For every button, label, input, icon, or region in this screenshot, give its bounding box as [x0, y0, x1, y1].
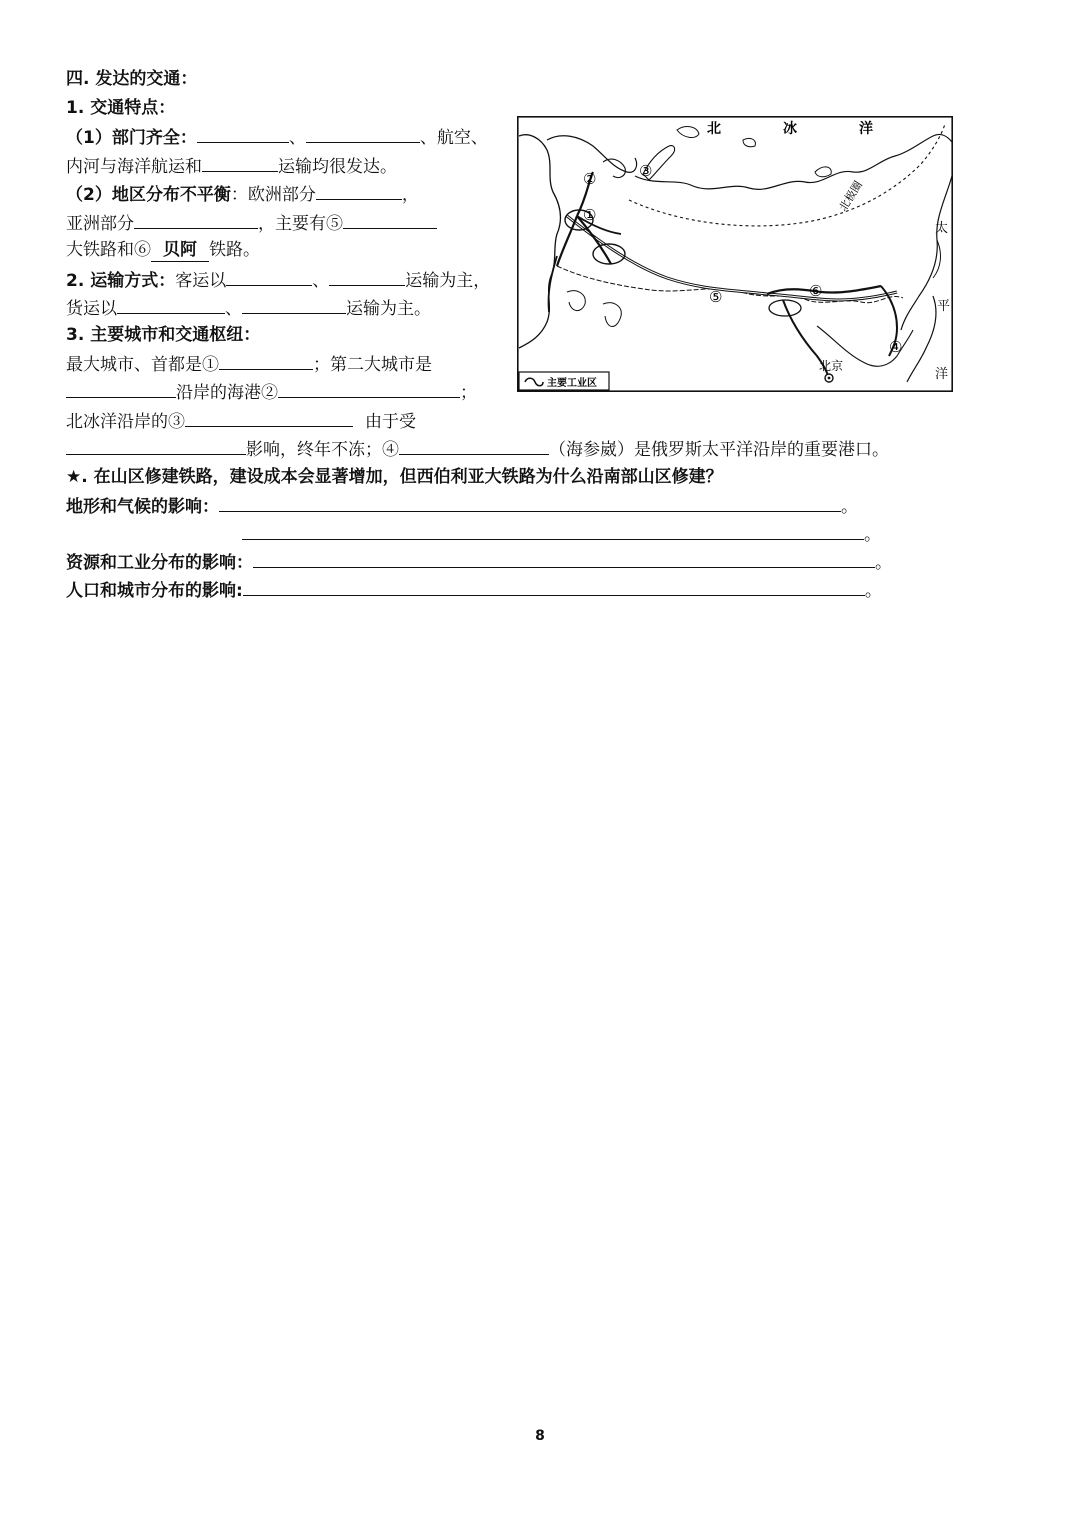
- map-legend-label: 主要工业区: [547, 378, 597, 389]
- question-3-line: [66, 578, 882, 602]
- item-1-line: [66, 125, 488, 149]
- question-1-label: 地形和气候的影响：: [66, 497, 219, 517]
- answer-blank[interactable]: [226, 268, 312, 286]
- text: 。: [841, 497, 858, 517]
- page-number: 8: [535, 1428, 545, 1444]
- subsection-2-title: 2. 运输方式：: [66, 271, 176, 291]
- text: ，主要有⑤: [258, 214, 343, 234]
- answer-blank[interactable]: [219, 494, 841, 512]
- text: 客运以: [175, 271, 227, 291]
- text: ；第二大城市是: [313, 355, 432, 375]
- section-title: 四. 发达的交通：: [66, 69, 198, 89]
- map-pacific-label: 平: [937, 299, 951, 314]
- item-2-line-3: [66, 239, 260, 262]
- text: 影响，终年不冻；④: [246, 440, 399, 460]
- text: 由于受: [365, 412, 416, 432]
- text: 运输为主，: [405, 271, 491, 291]
- map-arctic-circle-label: 北极圈: [836, 178, 866, 214]
- answer-blank[interactable]: [242, 296, 346, 314]
- separator: 、: [288, 128, 306, 148]
- separator: 、: [312, 271, 330, 291]
- text: 铁路。: [209, 240, 260, 260]
- answer-blank[interactable]: [197, 125, 289, 143]
- answer-blank[interactable]: [219, 352, 313, 370]
- marker-3: ③: [639, 162, 653, 180]
- answer-blank[interactable]: [243, 578, 865, 596]
- answer-blank[interactable]: [202, 154, 278, 172]
- question-2-label: 资源和工业分布的影响：: [66, 553, 253, 573]
- text: （海参崴）是俄罗斯太平洋沿岸的重要港口。: [549, 440, 889, 460]
- question-title: ★. 在山区修建铁路，建设成本会显著增加，但西伯利亚大铁路为什么沿南部山区修建？: [66, 467, 723, 487]
- item-1-line-2: [66, 154, 397, 178]
- text: 。: [875, 553, 892, 573]
- text: 。: [864, 525, 881, 545]
- text: 内河与海洋航运和: [66, 157, 202, 177]
- marker-1: ①: [583, 206, 597, 224]
- map-pacific-label: 太: [935, 221, 949, 236]
- answer-blank[interactable]: [399, 437, 549, 455]
- item-1-label: （1）部门齐全：: [66, 128, 197, 148]
- answer-blank[interactable]: [242, 522, 864, 540]
- map-beijing-label: 北京: [819, 359, 844, 373]
- marker-6: ⑥: [809, 282, 823, 300]
- filled-answer: 贝阿: [151, 239, 209, 262]
- subsection-3-line-1: [66, 352, 432, 376]
- item-2-line: [66, 182, 419, 206]
- subsection-2-line: [66, 268, 490, 292]
- subsection-1-title: 1. 交通特点：: [66, 98, 176, 118]
- text: 运输为主。: [346, 299, 431, 319]
- text: 亚洲部分: [66, 214, 134, 234]
- map-pacific-label: 洋: [935, 367, 949, 382]
- subsection-3-title: 3. 主要城市和交通枢纽：: [66, 325, 261, 345]
- text: 大铁路和⑥: [66, 240, 151, 260]
- text: 北冰洋沿岸的③: [66, 412, 185, 432]
- marker-5: ⑤: [709, 288, 723, 306]
- question-2-line: [66, 550, 892, 574]
- map-ocean-label: 洋: [859, 121, 873, 137]
- answer-blank[interactable]: [185, 409, 353, 427]
- answer-blank[interactable]: [66, 380, 176, 398]
- text: 沿岸的海港②: [176, 383, 278, 403]
- text: ，: [401, 185, 419, 205]
- answer-blank[interactable]: [117, 296, 225, 314]
- subsection-3-line-2: [66, 380, 477, 404]
- answer-blank[interactable]: [329, 268, 405, 286]
- answer-blank[interactable]: [306, 125, 420, 143]
- subsection-3-line-3: [66, 409, 416, 433]
- question-3-label: 人口和城市分布的影响:: [66, 581, 243, 601]
- answer-blank[interactable]: [66, 437, 246, 455]
- separator: 、: [225, 299, 242, 319]
- marker-4: ④: [889, 338, 903, 356]
- subsection-3-line-4: [66, 437, 889, 461]
- text: 货运以: [66, 299, 117, 319]
- item-1-tail: 、航空、: [419, 128, 488, 148]
- answer-blank[interactable]: [316, 182, 402, 200]
- answer-blank[interactable]: [278, 380, 460, 398]
- item-2-label: （2）地区分布不平衡: [66, 185, 231, 205]
- marker-2: ②: [583, 170, 597, 188]
- map-ocean-label: 北: [707, 121, 721, 137]
- answer-blank[interactable]: [343, 211, 437, 229]
- question-1-line: [66, 494, 858, 518]
- text: ：欧洲部分: [230, 185, 316, 205]
- item-2-line-2: [66, 211, 437, 235]
- subsection-2-line-2: [66, 296, 431, 320]
- question-1-line-2: [242, 522, 881, 546]
- answer-blank[interactable]: [134, 211, 258, 229]
- answer-blank[interactable]: [253, 550, 875, 568]
- text: ；: [460, 383, 477, 403]
- map-ocean-label: 冰: [783, 121, 797, 137]
- russia-transport-map: [517, 116, 953, 392]
- text: 。: [864, 581, 882, 601]
- text: 最大城市、首都是①: [66, 355, 219, 375]
- text: 运输均很发达。: [278, 157, 397, 177]
